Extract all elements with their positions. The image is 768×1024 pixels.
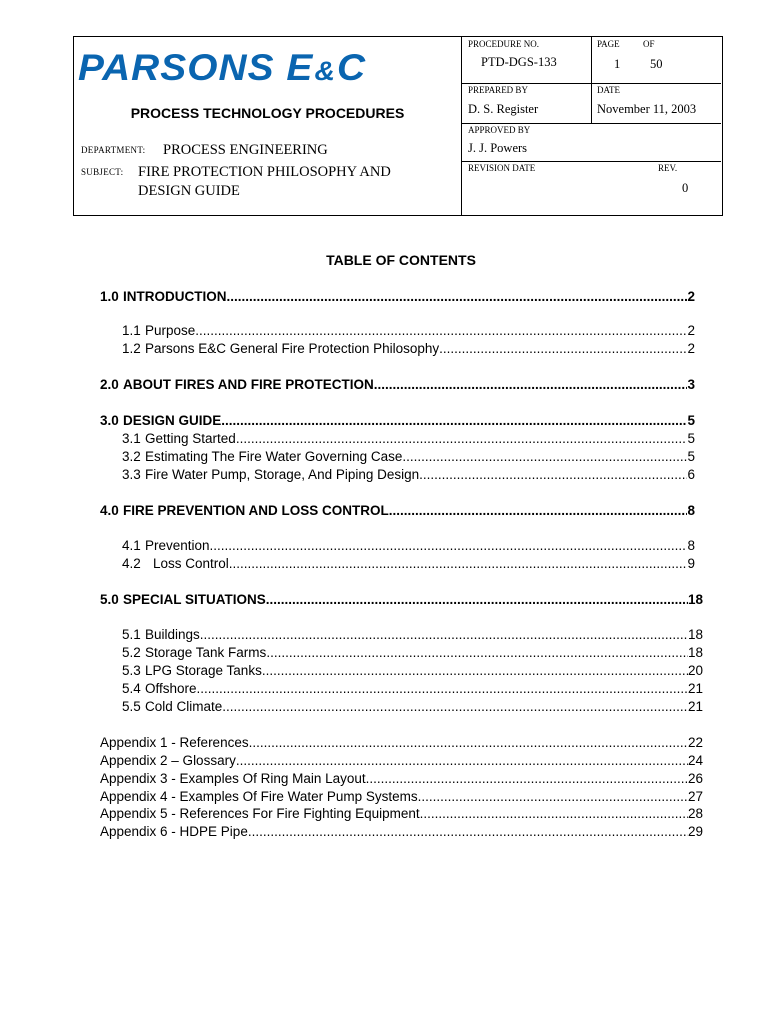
approved-by-cell bbox=[462, 123, 721, 161]
department-value: PROCESS ENGINEERING bbox=[163, 141, 328, 158]
revision-cell bbox=[462, 161, 721, 215]
date-label: DATE bbox=[597, 85, 620, 95]
toc-entry[interactable]: 5.5 Cold Climate ..... 21 bbox=[122, 699, 703, 716]
header-right-panel bbox=[462, 37, 721, 215]
page-total-value: 50 bbox=[650, 57, 663, 71]
toc-entry[interactable]: 3.1 Getting Started ..... 5 bbox=[122, 431, 695, 448]
toc-entry[interactable]: 1.2 Parsons E&C General Fire Protection Philosophy ..... 2 bbox=[122, 341, 695, 358]
date-cell bbox=[591, 83, 721, 123]
subject-value: FIRE PROTECTION PHILOSOPHY AND DESIGN GUIDE bbox=[138, 164, 391, 199]
toc-entry[interactable]: 5.4 Offshore ..... 21 bbox=[122, 681, 703, 698]
prepared-by-cell bbox=[462, 83, 591, 123]
parsons-logo: PARSONS E&C bbox=[78, 47, 367, 88]
toc-title: TABLE OF CONTENTS bbox=[326, 252, 476, 268]
toc-entry-section[interactable]: 3.0 DESIGN GUIDE ..... 5 bbox=[100, 413, 695, 430]
procedure-no-value: PTD-DGS-133 bbox=[481, 55, 557, 69]
subject-row bbox=[81, 163, 418, 201]
prepared-by-value: D. S. Register bbox=[468, 102, 539, 116]
toc-appendix[interactable]: Appendix 1 - References ..... 22 bbox=[100, 735, 703, 752]
header-left-panel bbox=[74, 37, 462, 215]
toc-appendix[interactable]: Appendix 3 - Examples Of Ring Main Layout ..... 26 bbox=[100, 771, 703, 788]
toc-entry[interactable]: 5.3 LPG Storage Tanks ..... 20 bbox=[122, 663, 703, 680]
of-label: OF bbox=[643, 39, 655, 49]
toc-entry[interactable]: 3.3 Fire Water Pump, Storage, And Piping Design ..... 6 bbox=[122, 467, 695, 484]
document-header bbox=[73, 36, 723, 216]
toc-appendix[interactable]: Appendix 2 – Glossary ..... 24 bbox=[100, 753, 703, 770]
toc-entry[interactable]: 1.1 Purpose ..... 2 bbox=[122, 323, 695, 340]
toc-entry[interactable]: 5.2 Storage Tank Farms ..... 18 bbox=[122, 645, 703, 662]
toc-entry[interactable]: 3.2 Estimating The Fire Water Governing Case ..... 5 bbox=[122, 449, 695, 466]
toc-entry-section[interactable]: 4.0 FIRE PREVENTION AND LOSS CONTROL ..... 8 bbox=[100, 503, 695, 520]
toc-entry[interactable]: 4.1 Prevention ..... 8 bbox=[122, 538, 695, 555]
procedure-no-label: PROCEDURE NO. bbox=[468, 39, 540, 49]
toc-appendix[interactable]: Appendix 6 - HDPE Pipe ..... 29 bbox=[100, 824, 703, 841]
procedures-title: PROCESS TECHNOLOGY PROCEDURES bbox=[130, 105, 405, 121]
procedure-no-cell bbox=[462, 37, 591, 83]
page-label: PAGE bbox=[597, 39, 620, 49]
rev-value: 0 bbox=[682, 181, 689, 195]
toc-entry[interactable]: 5.1 Buildings ..... 18 bbox=[122, 627, 703, 644]
page-value: 1 bbox=[614, 57, 621, 71]
approved-by-value: J. J. Powers bbox=[468, 141, 528, 155]
toc-appendix[interactable]: Appendix 4 - Examples Of Fire Water Pump Systems ..... 27 bbox=[100, 789, 703, 806]
department-label: DEPARTMENT: bbox=[81, 145, 146, 156]
toc-entry-section[interactable]: 1.0 INTRODUCTION ..... 2 bbox=[100, 289, 695, 306]
prepared-by-label: PREPARED BY bbox=[468, 85, 528, 95]
date-value: November 11, 2003 bbox=[597, 102, 697, 116]
toc-entry[interactable]: 4.2 Loss Control ..... 9 bbox=[122, 556, 695, 573]
page-cell bbox=[591, 37, 721, 83]
revision-date-label: REVISION DATE bbox=[468, 163, 536, 173]
rev-label: REV. bbox=[658, 163, 678, 173]
toc-appendix[interactable]: Appendix 5 - References For Fire Fighting Equipment ..... 28 bbox=[100, 806, 703, 823]
toc-entry-section[interactable]: 2.0 ABOUT FIRES AND FIRE PROTECTION ..... 3 bbox=[100, 377, 695, 394]
department-row bbox=[81, 141, 328, 159]
subject-label: SUBJECT: bbox=[81, 167, 124, 177]
approved-by-label: APPROVED BY bbox=[468, 125, 531, 135]
toc-entry-section[interactable]: 5.0 SPECIAL SITUATIONS ..... 18 bbox=[100, 592, 703, 609]
